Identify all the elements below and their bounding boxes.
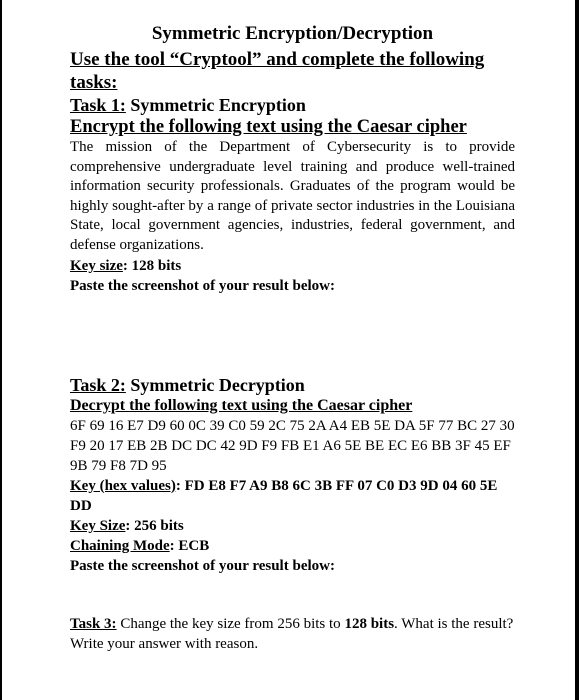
task1-label: Task 1: [70,95,126,115]
task3-text-after: . What is the result? Write your answer with reason. [70,615,514,652]
task3-text [70,614,515,654]
task2-title: Symmetric Decryption [130,374,305,395]
page-title: Symmetric Encryption/Decryption [151,23,434,44]
task3-label: Task 3: [70,615,117,632]
task1-heading [70,94,515,116]
task3-bold-value: 128 bits [344,615,395,632]
task1-key-size-value: : 128 bits [122,257,182,274]
task2-key-value: : FD E8 F7 A9 B8 6C 3B FF 07 C0 D3 9D 04 60 5E DD [70,477,498,514]
task2-ciphertext: 6F 69 16 E7 D9 60 0C 39 C0 59 2C 75 2A A4 EB 5E DA 5F 77 BC 27 30 F9 20 17 EB 2B DC DC 42 9D F9 FB E1 A6 5E BE EC E6 BB 3F 45 EF 9B 79 F8 7D 95 [70,417,515,474]
task1-subheading: Encrypt the following text using the Caesar cipher [70,117,467,137]
task2-key-size [70,516,515,536]
task2-chaining-value: : ECB [169,537,210,554]
document-content [70,22,515,654]
task1-key-size-label: Key size [70,257,123,274]
task1-title: Symmetric Encryption [130,95,306,115]
task1-plaintext: The mission of the Department of Cybersecurity is to provide comprehensive undergraduate level training and produce well-trained information security professionals. Graduates of the program would be highly sought-after by a range of private sector industries in the Louisiana State, local government agencies, industries, federal government, and defense organizations. [70,139,515,253]
instructions: Use the tool “Cryptool” and complete the following tasks: [70,49,485,93]
task2-paste-instruction: Paste the screenshot of your result below: [70,557,335,574]
task2-key [70,476,515,516]
task1-answer-space [70,296,515,374]
task2-key-size-value: : 256 bits [125,517,184,534]
task2-label: Task 2: [70,374,126,395]
task2-key-label: Key (hex values) [70,477,176,494]
task2-heading [70,374,515,396]
task2-chaining-mode [70,536,515,556]
document-page [2,0,575,700]
task1-key-size [70,256,515,276]
task2-subheading: Decrypt the following text using the Caesar cipher [70,396,413,414]
task1-paste-instruction: Paste the screenshot of your result below: [70,277,335,294]
task3-text-before: Change the key size from 256 bits to [116,615,345,632]
task2-chaining-label: Chaining Mode [70,537,170,554]
task2-answer-space [70,576,515,614]
task2-key-size-label: Key Size [70,517,126,534]
